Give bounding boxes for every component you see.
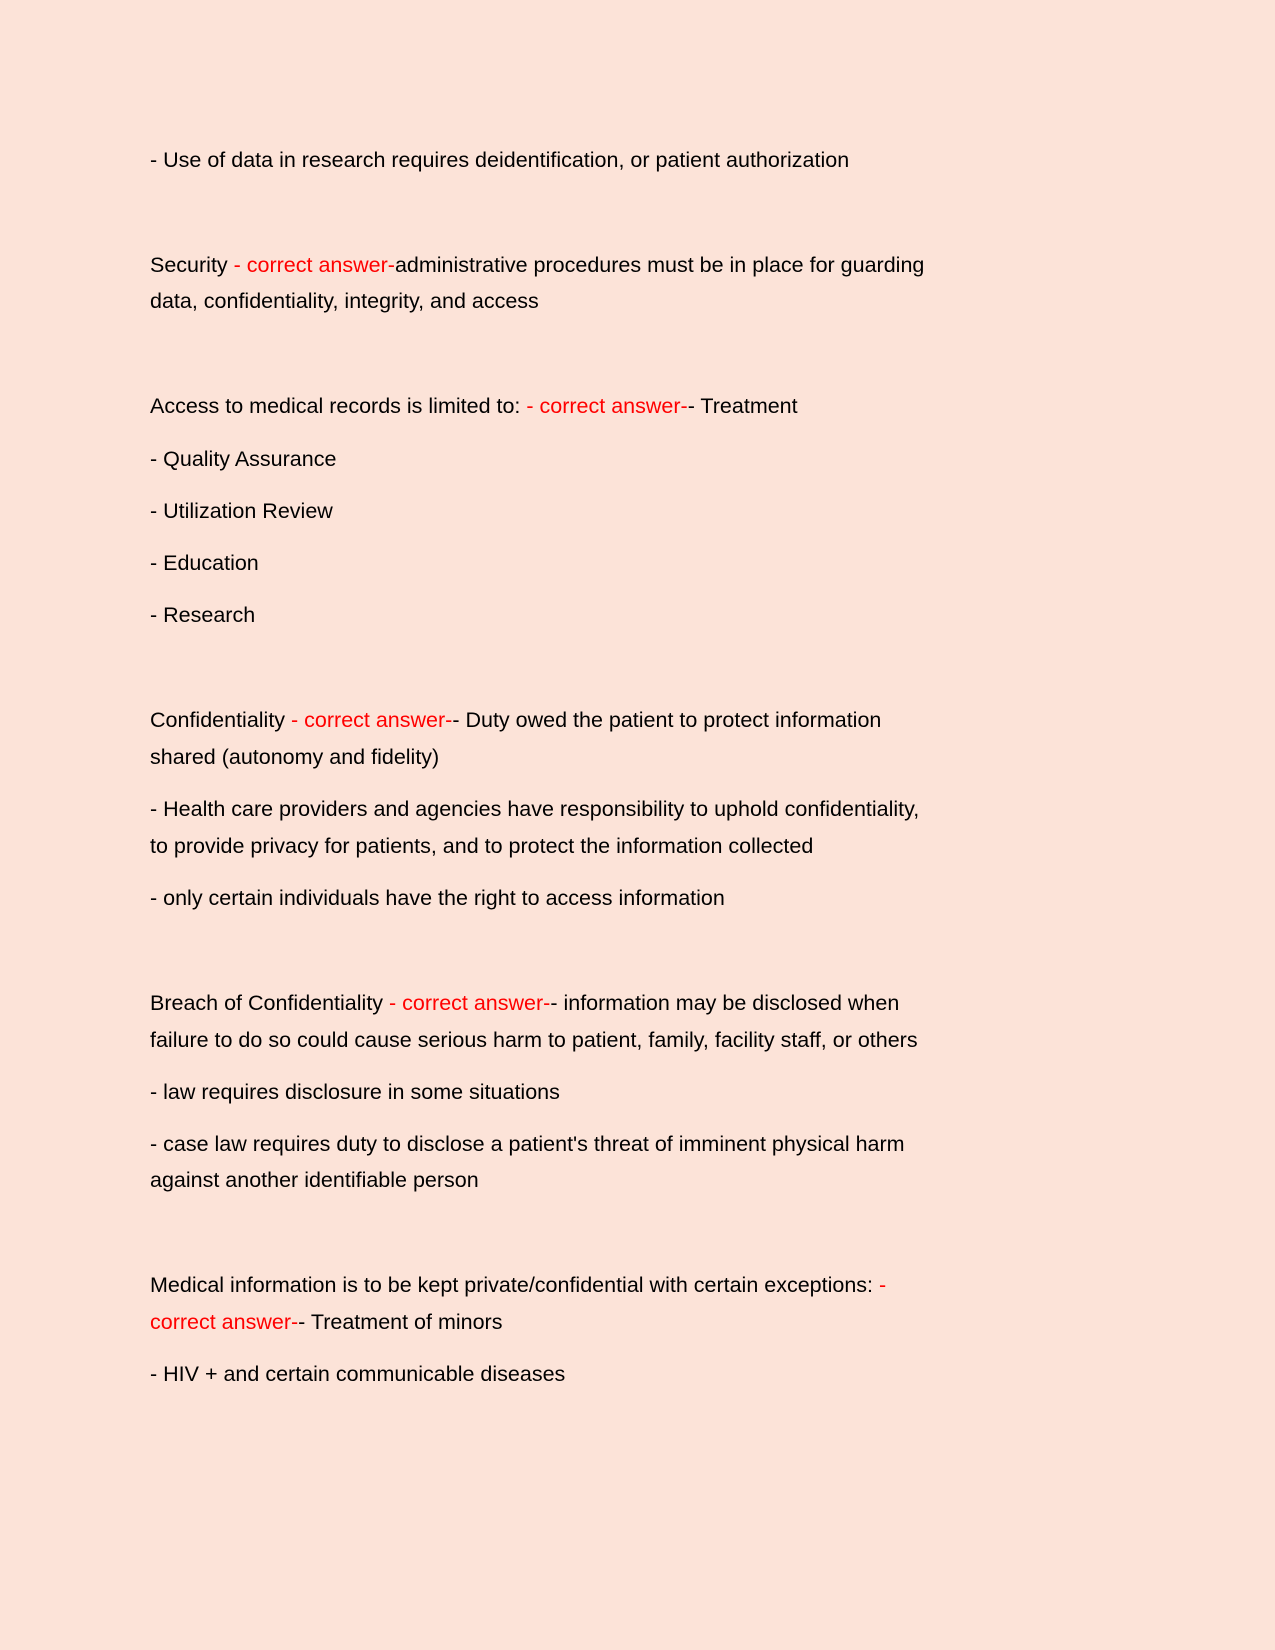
text-line [150,796,919,822]
text-line [150,1027,918,1053]
text: - Quality Assurance [150,447,337,471]
question-term: Confidentiality [150,708,292,732]
text-line [150,833,813,859]
text: to provide privacy for patients, and to protect the information collected [150,834,814,858]
question-breach [150,990,899,1016]
question-security [150,252,924,278]
text-line [150,1309,502,1335]
text: - Education [150,551,259,575]
answer-marker: - correct answer- [233,253,395,277]
text-line [150,1131,905,1157]
text-line [150,288,539,314]
list-item [150,550,259,576]
question-confidentiality [150,707,881,733]
text-line [150,1167,479,1193]
text: against another identifiable person [150,1168,479,1192]
answer-text: - information may be disclosed when [550,991,900,1015]
text: - only certain individuals have the right to access information [150,886,725,910]
text-line [150,147,849,173]
question-term: Medical information is to be kept private/confidential with certain exceptions: [150,1273,879,1297]
answer-marker: - correct answer- [389,991,551,1015]
question-term: Access to medical records is limited to: [150,394,527,418]
text-line [150,885,725,911]
text: - case law requires duty to disclose a patient's threat of imminent physical harm [150,1132,905,1156]
list-item [150,602,255,628]
question-medical-information [150,1272,886,1298]
list-item [150,446,336,472]
text-line [150,744,439,770]
question-term: Security [150,253,234,277]
answer-text: - Duty owed the patient to protect information [452,708,882,732]
question-term: Breach of Confidentiality [150,991,390,1015]
text: - law requires disclosure in some situations [150,1080,560,1104]
text-line [150,1361,565,1387]
list-item [150,498,333,524]
answer-marker: - [878,1273,887,1297]
question-access [150,393,798,419]
text: - Utilization Review [150,499,333,523]
answer-text: - Treatment of minors [298,1310,503,1334]
text: - Research [150,603,256,627]
text: shared (autonomy and fidelity) [150,745,440,769]
text: failure to do so could cause serious harm to patient, family, facility staff, or others [150,1028,918,1052]
text-line [150,1079,560,1105]
answer-marker: correct answer- [150,1310,299,1334]
text: data, confidentiality, integrity, and access [150,289,539,313]
text: - HIV + and certain communicable diseases [150,1362,566,1386]
text: - Use of data in research requires deidentification, or patient authorization [150,148,850,172]
text: - Health care providers and agencies have responsibility to uphold confidentiality, [150,797,920,821]
answer-text: administrative procedures must be in place for guarding [394,253,925,277]
answer-text: - Treatment [687,394,798,418]
answer-marker: - correct answer- [526,394,688,418]
answer-marker: - correct answer- [291,708,453,732]
